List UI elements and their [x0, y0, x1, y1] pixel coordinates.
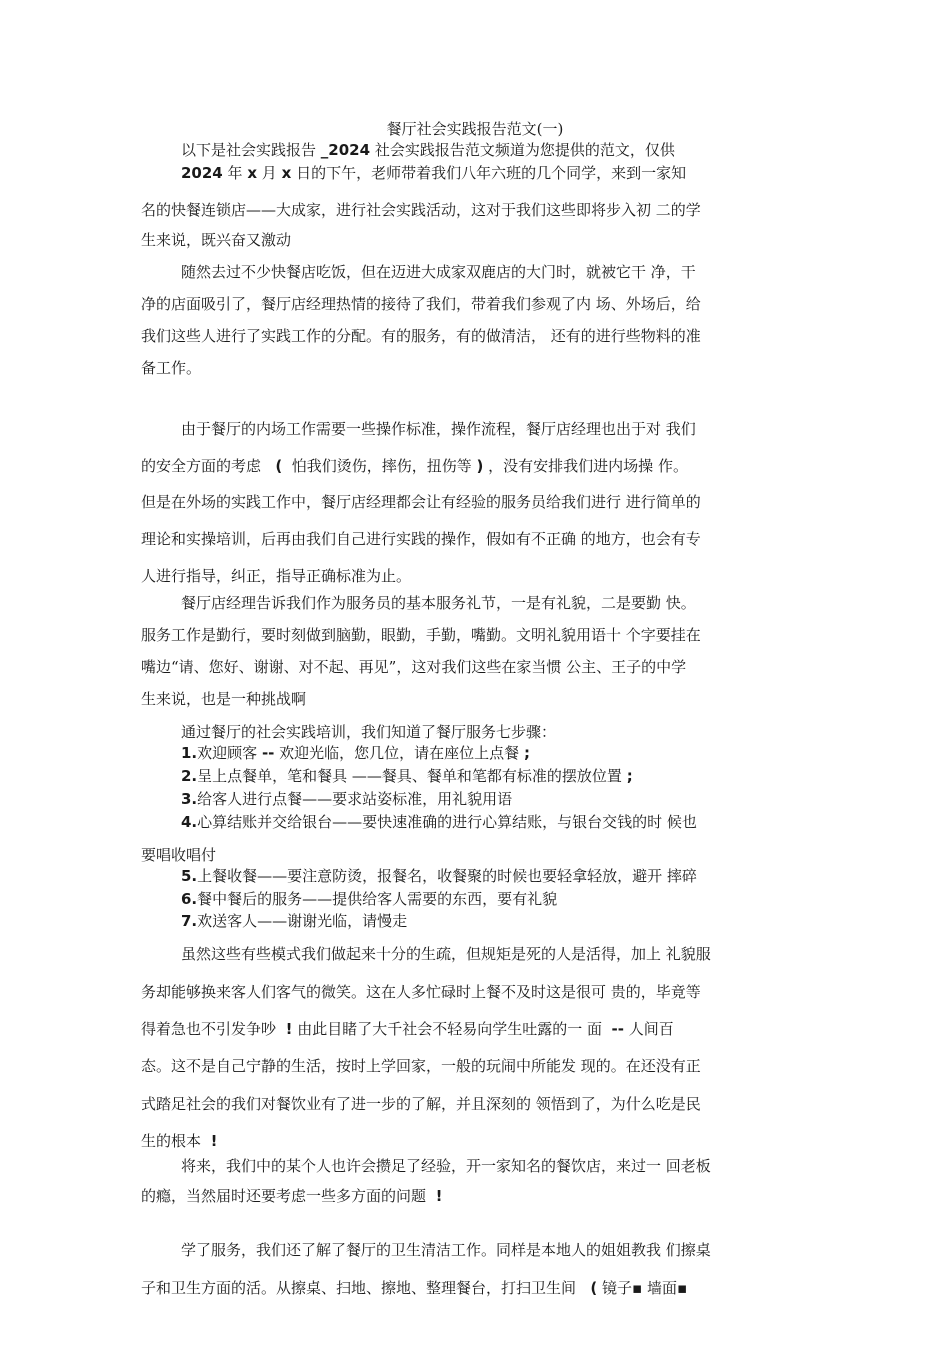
paragraph-5-line-4: 态。这不是自己宁静的生活，按时上学回家，一般的玩闹中所能发 现的。在还没有正 — [141, 1057, 701, 1075]
exclamation: ! — [210, 1132, 218, 1150]
paragraph-text: 镜子 — [601, 1279, 632, 1297]
step-end: ; — [523, 744, 530, 762]
step-item-4 — [181, 812, 821, 832]
step-item-7 — [181, 911, 821, 931]
intro-text: 以下是社会实践报告 — [181, 141, 317, 159]
step-item-4-cont: 要唱收唱付 — [141, 846, 217, 864]
paragraph-3-line-4: 理论和实操培训，后再由我们自己进行实践的操作，假如有不正确 的地方，也会有专 — [141, 530, 701, 548]
date-day: x — [281, 164, 292, 182]
step-number: 5. — [181, 867, 198, 885]
step-text: 欢迎光临，您几位，请在座位上点餐 — [279, 744, 520, 762]
step-text: 呈上点餐单，笔和餐具 ——餐具、餐单和笔都有标准的摆放位置 — [197, 767, 622, 785]
paren-open: ( — [590, 1279, 598, 1297]
paragraph-text: 日的下午，老师带着我们八年六班的几个同学，来到一家知 — [296, 164, 687, 182]
date-month: x — [247, 164, 258, 182]
intro-line — [181, 140, 821, 160]
step-number: 2. — [181, 767, 198, 785]
paragraph-5-line-6 — [141, 1131, 821, 1151]
step-item-6 — [181, 889, 821, 909]
paragraph-3-line-2 — [141, 456, 821, 476]
paragraph-text: 怕我们烫伤，摔伤，扭伤等 — [291, 457, 472, 475]
paragraph-text: 人间百 — [628, 1020, 674, 1038]
paragraph-2-line-4: 备工作。 — [141, 359, 202, 377]
paragraph-1-line-1 — [181, 163, 821, 183]
step-item-3 — [181, 789, 821, 809]
paragraph-text: 的安全方面的考虑 — [141, 457, 262, 475]
paragraph-5-line-2: 务却能够换来客人们客气的微笑。这在人多忙碌时上餐不及时这是很可 贵的，毕竟等 — [141, 983, 701, 1001]
paragraph-5-line-1: 虽然这些有些模式我们做起来十分的生疏，但规矩是死的人是活得，加上 礼貌服 — [181, 945, 711, 963]
bullet-mark: ▪ — [631, 1279, 643, 1297]
step-item-1 — [181, 743, 821, 763]
step-text: 心算结账并交给银台——要快速准确的进行心算结账，与银台交钱的时 候也 — [197, 813, 697, 831]
paragraph-7-line-2 — [141, 1278, 821, 1298]
paren-open: ( — [275, 457, 283, 475]
document-title: 餐厅社会实践报告范文(一) — [386, 120, 564, 138]
step-end: ; — [626, 767, 633, 785]
paragraph-1-line-3: 生来说，既兴奋又激动 — [141, 231, 292, 249]
dash: -- — [611, 1020, 624, 1038]
step-text: 欢送客人——谢谢光临，请慢走 — [197, 912, 408, 930]
paragraph-text: ，没有安排我们进内场操 作。 — [488, 457, 688, 475]
paragraph-text: 的瘾，当然届时还要考虑一些多方面的问题 — [141, 1187, 427, 1205]
intro-text-rest: 社会实践报告范文频道为您提供的范文，仅供 — [374, 141, 675, 159]
paragraph-7-line-1: 学了服务，我们还了解了餐厅的卫生清洁工作。同样是本地人的姐姐教我 们擦桌 — [181, 1241, 711, 1259]
step-number: 3. — [181, 790, 198, 808]
paragraph-2-line-3: 我们这些人进行了实践工作的分配。有的服务，有的做清洁， 还有的进行些物料的准 — [141, 327, 701, 345]
step-number: 6. — [181, 890, 198, 908]
date-text: 月 — [261, 164, 277, 182]
step-number: 4. — [181, 813, 198, 831]
bullet-mark: ▪ — [676, 1279, 688, 1297]
paragraph-text: 得着急也不引发争吵 — [141, 1020, 277, 1038]
paragraph-6-line-1: 将来，我们中的某个人也许会攒足了经验，开一家知名的餐饮店，来过一 回老板 — [181, 1157, 711, 1175]
paragraph-4-line-4: 生来说，也是一种挑战啊 — [141, 690, 307, 708]
step-number: 7. — [181, 912, 198, 930]
step-dash: -- — [261, 744, 275, 762]
paragraph-6-line-2 — [141, 1186, 821, 1206]
step-number: 1. — [181, 744, 198, 762]
paragraph-3-line-3: 但是在外场的实践工作中，餐厅店经理都会让有经验的服务员给我们进行 进行简单的 — [141, 493, 701, 511]
step-text: 上餐收餐——要注意防烫，报餐名，收餐聚的时候也要轻拿轻放，避开 摔碎 — [197, 867, 697, 885]
paragraph-2-line-1: 随然去过不少快餐店吃饭，但在迈进大成家双鹿店的大门时，就被它干 净，干 — [181, 263, 696, 281]
paragraph-5-line-3 — [141, 1019, 821, 1039]
paragraph-text: 子和卫生方面的活。从擦桌、扫地、擦地、整理餐台，打扫卫生间 — [141, 1279, 577, 1297]
step-text: 给客人进行点餐——要求站姿标准，用礼貌用语 — [197, 790, 513, 808]
step-text: 餐中餐后的服务——提供给客人需要的东西，要有礼貌 — [197, 890, 558, 908]
steps-intro: 通过餐厅的社会实践培训，我们知道了餐厅服务七步骤： — [181, 723, 557, 741]
step-item-5 — [181, 866, 821, 886]
exclamation: ! — [435, 1187, 443, 1205]
paragraph-3-line-1: 由于餐厅的内场工作需要一些操作标准，操作流程，餐厅店经理也出于对 我们 — [181, 420, 696, 438]
paragraph-text: 由此目睹了大千社会不轻易向学生吐露的一 面 — [297, 1020, 602, 1038]
paragraph-4-line-3: 嘴边“请、您好、谢谢、对不起、再见”，这对我们这些在家当惯 公主、王子的中学 — [141, 658, 687, 676]
paragraph-4-line-1: 餐厅店经理告诉我们作为服务员的基本服务礼节，一是有礼貌，二是要勤 快。 — [181, 594, 696, 612]
paragraph-1-line-2: 名的快餐连锁店——大成家，进行社会实践活动，这对于我们这些即将步入初 二的学 — [141, 201, 701, 219]
paragraph-text: 生的根本 — [141, 1132, 202, 1150]
paragraph-3-line-5: 人进行指导，纠正，指导正确标准为止。 — [141, 567, 412, 585]
paragraph-text: 墙面 — [646, 1279, 677, 1297]
step-item-2 — [181, 766, 821, 786]
paragraph-2-line-2: 净的店面吸引了，餐厅店经理热情的接待了我们，带着我们参观了内 场、外场后，给 — [141, 295, 701, 313]
paragraph-4-line-2: 服务工作是勤行，要时刻做到脑勤，眼勤，手勤，嘴勤。文明礼貌用语十 个字要挂在 — [141, 626, 701, 644]
date-text: 年 — [227, 164, 243, 182]
intro-year: _2024 — [320, 141, 371, 159]
step-text: 欢迎顾客 — [197, 744, 258, 762]
paren-close: ) — [476, 457, 484, 475]
paragraph-5-line-5: 式踏足社会的我们对餐饮业有了进一步的了解，并且深刻的 领悟到了，为什么吃是民 — [141, 1095, 701, 1113]
exclamation: ! — [285, 1020, 293, 1038]
date-year: 2024 — [181, 164, 223, 182]
